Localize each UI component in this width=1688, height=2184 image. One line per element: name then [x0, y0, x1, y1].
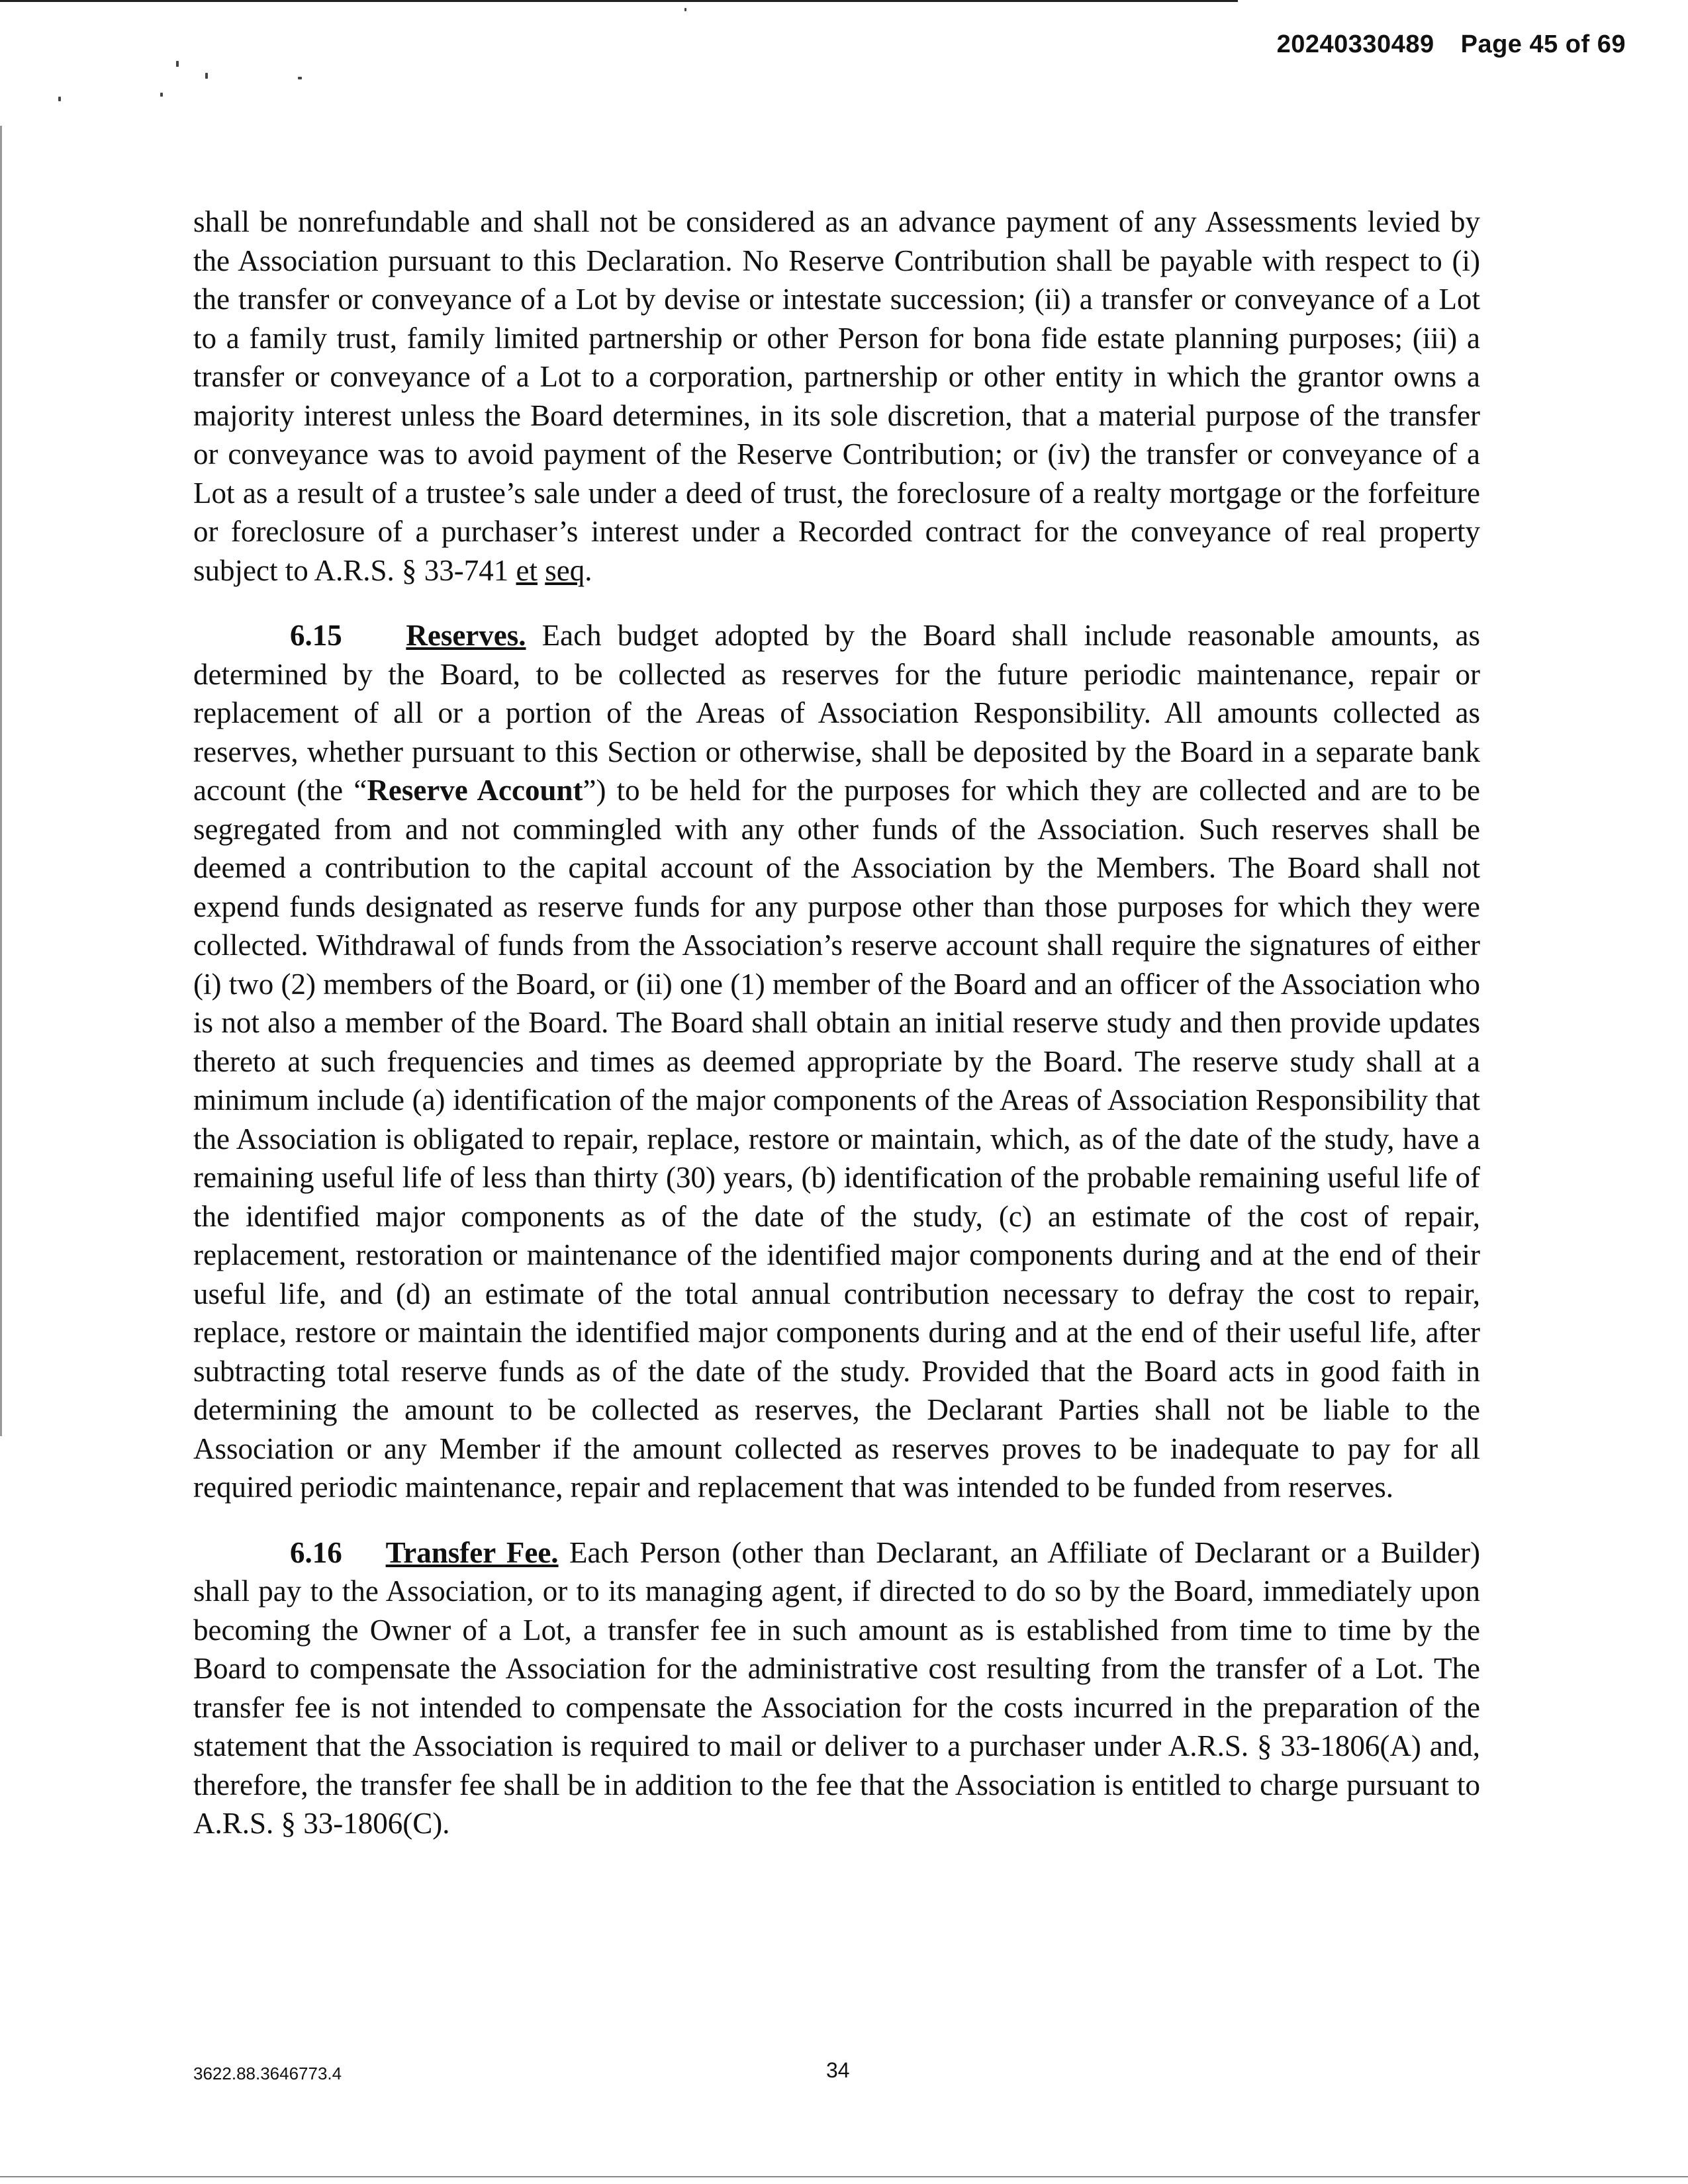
section-number: 6.15: [290, 619, 342, 652]
scan-artifact: [298, 77, 302, 79]
section-6-16: [193, 1533, 1480, 1843]
document-body: [193, 203, 1480, 1870]
section-number: 6.16: [290, 1535, 342, 1569]
scan-artifact: [205, 73, 208, 79]
section-title: Transfer Fee.: [385, 1535, 559, 1569]
document-id: 3622.88.3646773.4: [193, 2064, 342, 2083]
page-number: 34: [826, 2058, 850, 2082]
page-count-label: Page 45 of 69: [1460, 30, 1626, 58]
scan-top-edge: [0, 0, 1238, 2]
defined-term: Reserve Account: [367, 774, 583, 807]
scan-artifact: [58, 97, 61, 101]
paragraph-end: .: [585, 553, 592, 587]
scan-bottom-edge: [0, 2176, 1688, 2177]
recording-number: 20240330489: [1276, 30, 1434, 58]
paragraph-text: Each budget adopted by the Board shall include reasonable amounts, as determined by the Board, to be collected as reserves for the future periodic maintenance, repair or replacement of all or a portion of the Areas of Association Responsibility. All amounts collected as reserves, whether pursuant to this Section or otherwise, shall be deposited by the Board in a separate bank account (the “: [193, 619, 1480, 807]
scan-artifact: [684, 8, 686, 11]
citation-seq: seq: [545, 553, 585, 587]
paragraph-text: Each Person (other than Declarant, an Affiliate of Declarant or a Builder) shall pay to the Association, or to its managing agent, if directed to do so by the Board, immediately upon becoming the Owner of a Lot, a transfer fee in such amount as is established from time to time by the Board to compensate the Association for the administrative cost resulting from the transfer of a Lot. The transfer fee is not intended to compensate the Association for the costs incurred in the preparation of the statement that the Association is required to mail or deliver to a purchaser under A.R.S. § 33-1806(A) and, therefore, the transfer fee shall be in addition to the fee that the Association is entitled to charge pursuant to A.R.S. § 33-1806(C).: [193, 1535, 1480, 1840]
page-header: [1277, 30, 1626, 59]
scan-artifact: [160, 93, 163, 97]
section-6-15: [193, 616, 1480, 1507]
citation-et: et: [516, 553, 538, 587]
paragraph-text: shall be nonrefundable and shall not be considered as an advance payment of any Assessments levied by the Association pursuant to this Declaration. No Reserve Contribution shall be payable with respect to (i) the transfer or conveyance of a Lot by devise or intestate succession; (ii) a transfer or conveyance of a Lot to a family trust, family limited partnership or other Person for bona fide estate planning purposes; (iii) a transfer or conveyance of a Lot to a corporation, partnership or other entity in which the grantor owns a majority interest unless the Board determines, in its sole discretion, that a material purpose of the transfer or conveyance was to avoid payment of the Reserve Contribution; or (iv) the transfer or conveyance of a Lot as a result of a trustee’s sale under a deed of trust, the foreclosure of a realty mortgage or the forfeiture or foreclosure of a purchaser’s interest under a Recorded contract for the conveyance of real property subject to A.R.S. § 33-741: [193, 205, 1480, 587]
continuation-paragraph: [193, 203, 1480, 590]
paragraph-text: ”) to be held for the purposes for which they are collected and are to be segregated from and not commingled with any other funds of the Association. Such reserves shall be deemed a contribution to the capital account of the Association by the Members. The Board shall not expend funds designated as reserve funds for any purpose other than those purposes for which they were collected. Withdrawal of funds from the Association’s reserve account shall require the signatures of either (i) two (2) members of the Board, or (ii) one (1) member of the Board and an officer of the Association who is not also a member of the Board. The Board shall obtain an initial reserve study and then provide updates thereto at such frequencies and times as deemed appropriate by the Board. The reserve study shall at a minimum include (a) identification of the major components of the Areas of Association Responsibility that the Association is obligated to repair, replace, restore or maintain, which, as of the date of the study, have a remaining useful life of less than thirty (30) years, (b) identification of the probable remaining useful life of the identified major components as of the date of the study, (c) an estimate of the cost of repair, replacement, restoration or maintenance of the identified major components during and at the end of their useful life, and (d) an estimate of the total annual contribution necessary to defray the cost to repair, replace, restore or maintain the identified major components during and at the end of their useful life, after subtracting total reserve funds as of the date of the study. Provided that the Board acts in good faith in determining the amount to be collected as reserves, the Declarant Parties shall not be liable to the Association or any Member if the amount collected as reserves proves to be inadequate to pay for all required periodic maintenance, repair and replacement that was intended to be funded from reserves.: [193, 774, 1480, 1504]
scan-left-edge: [0, 126, 2, 1436]
scan-artifact: [176, 61, 179, 67]
section-title: Reserves.: [406, 619, 526, 652]
